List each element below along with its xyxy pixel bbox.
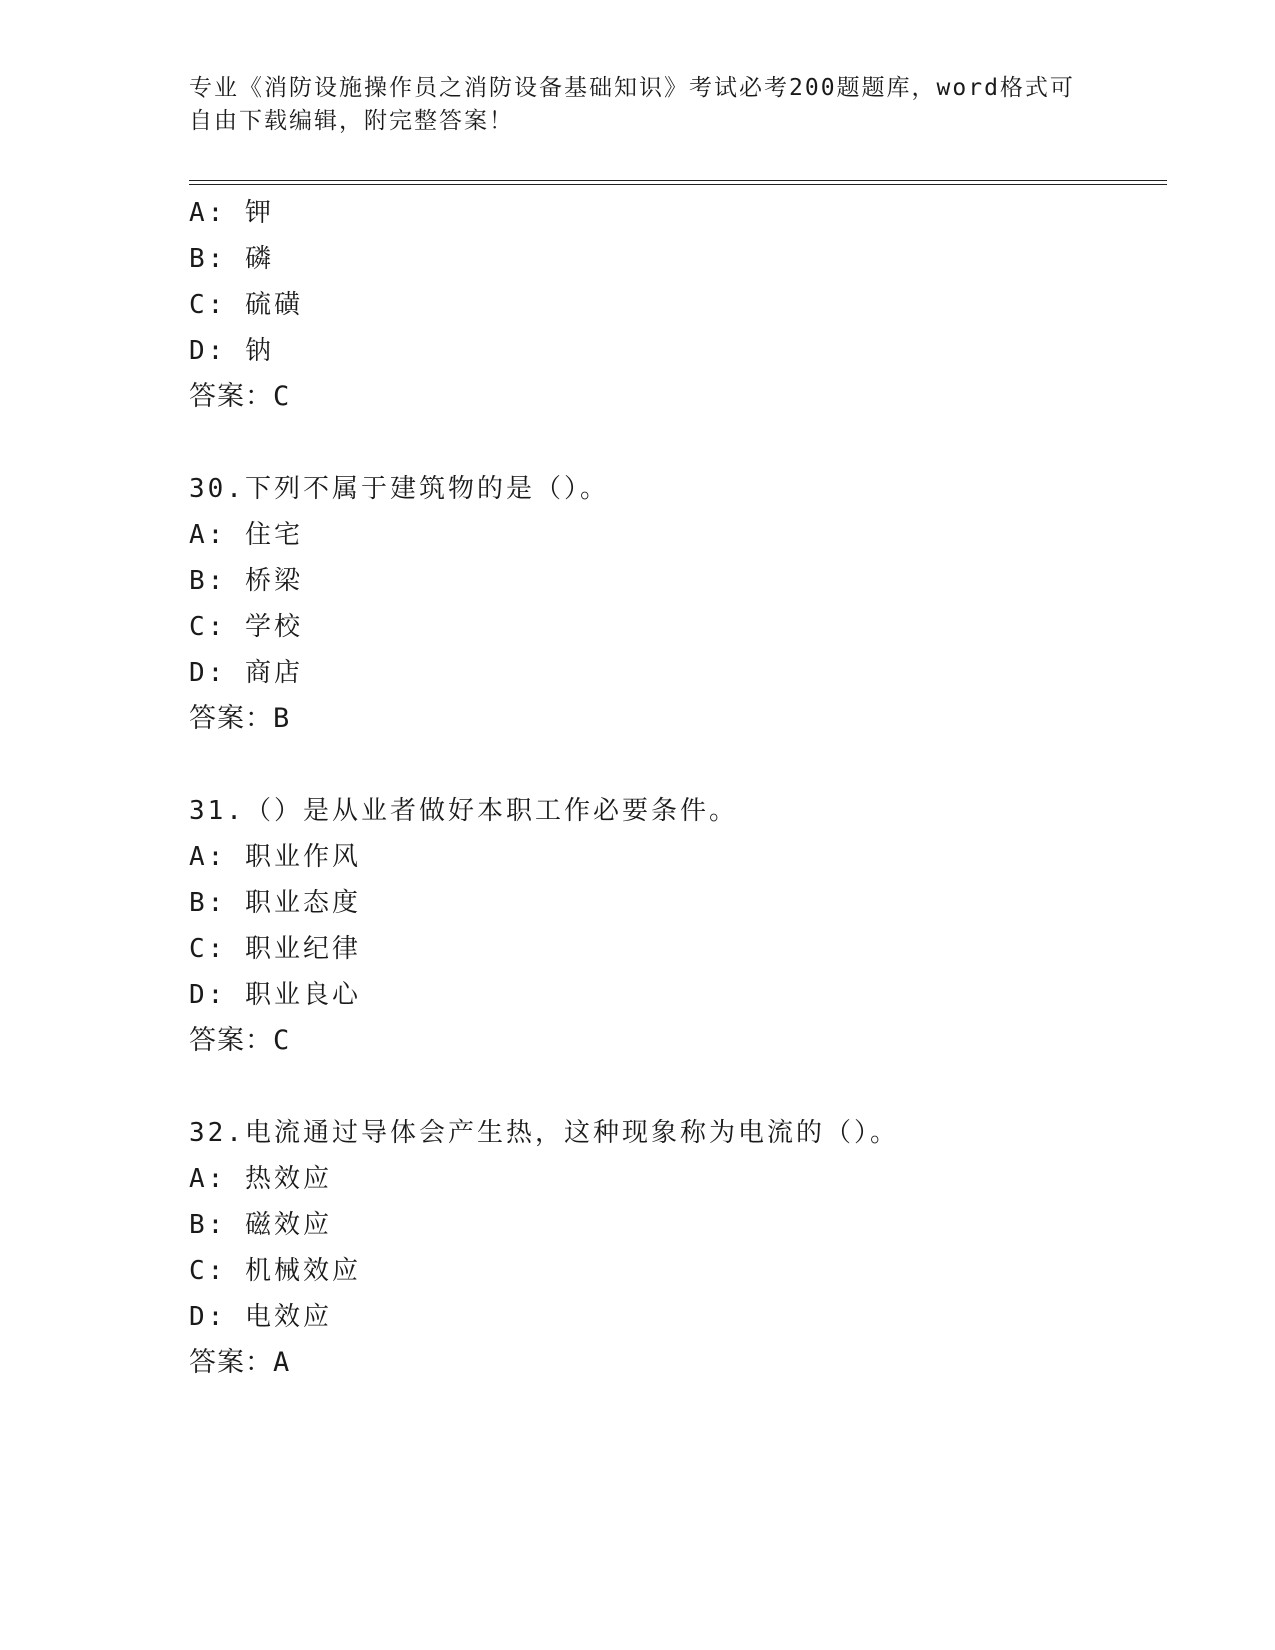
option-b: B: 职业态度	[189, 888, 361, 918]
option-a: A: 职业作风	[189, 842, 361, 872]
question-block-31	[189, 788, 1169, 1064]
option-b: B: 桥梁	[189, 566, 303, 596]
option-b: B: 磁效应	[189, 1210, 332, 1240]
option-b: B: 磷	[189, 244, 274, 274]
header-line-1: 专业《消防设施操作员之消防设备基础知识》考试必考200题题库，word格式可	[189, 75, 1075, 101]
answer-line: 答案：B	[189, 703, 291, 734]
option-c: C: 硫磺	[189, 290, 303, 320]
option-c: C: 机械效应	[189, 1256, 361, 1286]
option-d: D: 电效应	[189, 1302, 332, 1332]
question-block-30	[189, 466, 1169, 742]
question-text: 30.下列不属于建筑物的是（）。	[189, 474, 609, 504]
option-c: C: 职业纪律	[189, 934, 361, 964]
answer-line: 答案：C	[189, 1025, 291, 1056]
answer-line: 答案：A	[189, 1347, 291, 1378]
document-header	[189, 72, 1089, 138]
header-line-2: 自由下载编辑，附完整答案！	[189, 108, 514, 134]
option-d: D: 钠	[189, 336, 274, 366]
option-c: C: 学校	[189, 612, 303, 642]
header-divider-bottom	[189, 184, 1167, 185]
option-d: D: 商店	[189, 658, 303, 688]
spacer	[189, 1064, 1169, 1110]
option-d: D: 职业良心	[189, 980, 361, 1010]
option-a: A: 住宅	[189, 520, 303, 550]
question-list	[189, 190, 1169, 1386]
question-block-29	[189, 190, 1169, 420]
question-text: 32.电流通过导体会产生热，这种现象称为电流的（）。	[189, 1118, 899, 1148]
spacer	[189, 742, 1169, 788]
question-block-32	[189, 1110, 1169, 1386]
question-text: 31.（）是从业者做好本职工作必要条件。	[189, 796, 738, 826]
option-a: A: 热效应	[189, 1164, 332, 1194]
option-a: A: 钾	[189, 198, 274, 228]
spacer	[189, 420, 1169, 466]
header-divider-top	[189, 180, 1167, 181]
answer-line: 答案：C	[189, 381, 291, 412]
